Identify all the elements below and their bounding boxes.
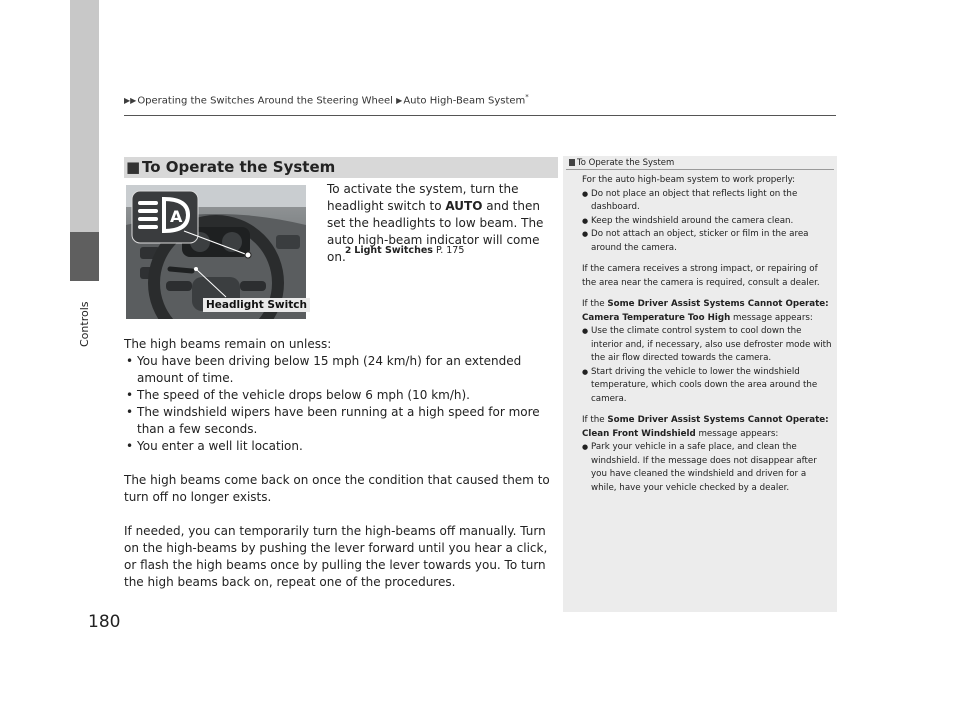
breadcrumb-arrow-icon: ▶▶ (124, 96, 137, 106)
section-heading (124, 157, 558, 178)
page-number: 180 (88, 612, 121, 632)
note-list-item: ● Do not attach an object, sticker or film in the area around the camera. (582, 228, 832, 255)
message-name: Some Driver Assist Systems Cannot Operate: Camera Temperature Too High (582, 299, 829, 323)
note-list-item: ● Start driving the vehicle to lower the windshield temperature, which cools down the area around the camera. (582, 366, 832, 407)
note-heading-text: To Operate the System (577, 158, 675, 168)
paragraph: If needed, you can temporarily turn the high-beams off manually. Turn on the high-beams by pushing the lever forward until you hear a click, or flash the high beams once by pulling the lever towards you. To turn the high beams back on, repeat one of the procedures. (124, 524, 548, 589)
xref-page: P. 175 (432, 245, 465, 256)
list-item: • The speed of the vehicle drops below 6 mph (10 km/h). (124, 387, 560, 404)
note-paragraph (582, 414, 832, 441)
intro-text-b: and then set the headlights to low beam. The auto high-beam indicator will come on. (327, 199, 544, 264)
option-mark: * (525, 93, 529, 101)
section-title: To Operate the System (142, 158, 336, 176)
note-list-item: ● Use the climate control system to cool down the interior and, if necessary, also use defroster mode with the air flow directed towards the camera. (582, 325, 832, 366)
note-paragraph (582, 298, 832, 325)
auto-keyword: AUTO (445, 199, 483, 213)
note-list-item: ● Do not place an object that reflects light on the dashboard. (582, 188, 832, 215)
heading-square-icon: ■ (126, 158, 141, 176)
list-item: • You have been driving below 15 mph (24 km/h) for an extended amount of time. (124, 353, 560, 387)
note-list-item: ● Park your vehicle in a safe place, and clean the windshield. If the message does not disappear after you have cleaned the windshield and driven for a while, have your vehicle checked by a dealer. (582, 441, 832, 495)
note-icon (569, 159, 575, 166)
header-divider (124, 115, 836, 116)
main-text (124, 336, 560, 591)
breadcrumb-item-auto-high-beam[interactable]: Auto High-Beam System (403, 95, 526, 107)
note-heading (569, 158, 674, 168)
intro-text-a: To activate the system, turn the headlight switch to (327, 182, 519, 213)
breadcrumb-item-switches[interactable]: Operating the Switches Around the Steering Wheel (137, 95, 393, 107)
list-item: • You enter a well lit location. (124, 438, 560, 455)
note-msg-tail: message appears: (730, 312, 813, 323)
side-tab-label-text: Controls (78, 301, 91, 347)
note-msg-tail: message appears: (695, 428, 779, 439)
list-item: • The windshield wipers have been running at a high speed for more than a few seconds. (124, 404, 560, 438)
breadcrumb (124, 93, 529, 106)
side-tab-label[interactable] (70, 281, 99, 361)
figure-callout-label: Headlight Switch (203, 298, 310, 312)
cross-reference-link[interactable] (345, 245, 464, 256)
note-paragraph: For the auto high-beam system to work properly: (582, 175, 796, 185)
note-if: If the (582, 299, 608, 309)
note-body (582, 174, 832, 495)
message-name: Some Driver Assist Systems Cannot Operate: Clean Front Windshield (582, 415, 829, 439)
note-list-item: ● Keep the windshield around the camera clean. (582, 215, 832, 229)
note-paragraph: If the camera receives a strong impact, or repairing of the area near the camera is required, consult a dealer. (582, 264, 820, 288)
side-tab-marker (70, 232, 99, 281)
note-divider (566, 169, 834, 170)
paragraph: The high beams come back on once the condition that caused them to turn off no longer exists. (124, 473, 550, 504)
xref-title: Light Switches (354, 245, 433, 256)
note-if: If the (582, 415, 608, 425)
svg-text:A: A (170, 207, 183, 226)
side-tab-track (70, 0, 99, 232)
paragraph: The high beams remain on unless: (124, 337, 332, 351)
xref-arrow-icon: 2 (345, 246, 352, 256)
breadcrumb-arrow-icon: ▶ (396, 96, 403, 106)
